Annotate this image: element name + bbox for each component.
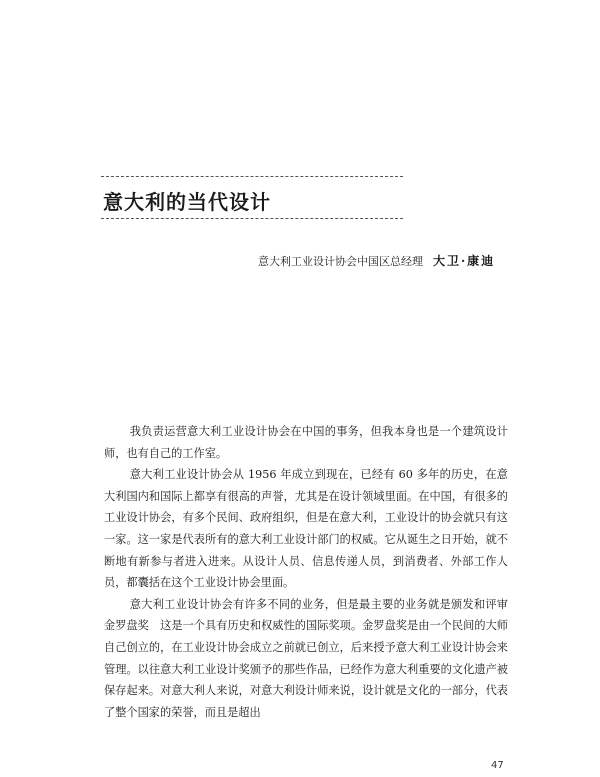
title-bottom-rule [101, 218, 403, 219]
byline [258, 252, 495, 269]
title-top-rule [101, 176, 403, 177]
page-number: 47 [491, 760, 504, 771]
paragraph-3: 意大利工业设计协会有许多不同的业务，但是最主要的业务就是颁发和评审金罗盘奖 这是一个具有历史和权威性的国际奖项。金罗盘奖是由一个民间的大师自己创立的，在工业设计协会成立之前就已创立，后来授予意大利工业设计协会来管理。以往意大利工业设计奖颁予的那些作品，已经作为意大利重要的文化遗产被保存起来。对意大利人来说，对意大利设计师来说，设计就是文化的一部分，代表了整个国家的荣誉，而且是超出 [104, 597, 508, 719]
article-title: 意大利的当代设计 [103, 190, 271, 214]
author-name: 大卫·康迪 [433, 254, 496, 268]
author-affiliation: 意大利工业设计协会中国区总经理 [258, 255, 423, 268]
article-body [104, 421, 508, 723]
paragraph-1: 我负责运营意大利工业设计协会在中国的事务，但我本身也是一个建筑设计师，也有自己的工作室。 [104, 425, 508, 460]
paragraph-2: 意大利工业设计协会从 1956 年成立到现在，已经有 60 多年的历史，在意大利国内和国际上都享有很高的声誉，尤其是在设计领域里面。在中国，有很多的工业设计协会，有多个民间、政府组织，但是在意大利，工业设计的协会就只有这一家。这一家是代表所有的意大利工业设计部门的权威。它从诞生之日开始，就不断地有新参与者进入进来。从设计人员、信息传递人员，到消费者、外部工作人员，都囊括在这个工业设计协会里面。 [104, 468, 508, 590]
